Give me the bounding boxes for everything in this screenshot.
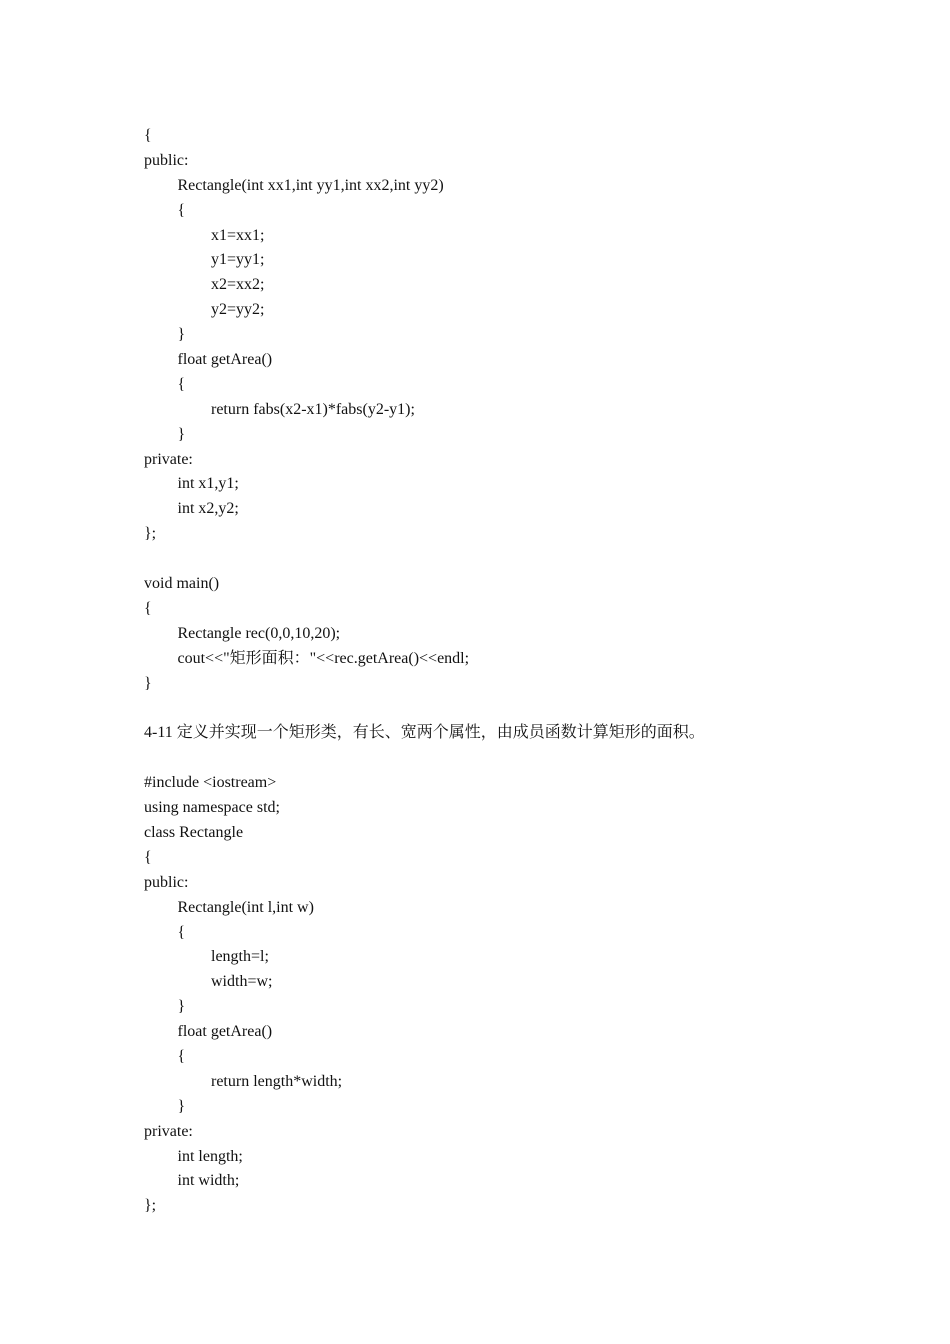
code-line: Rectangle(int xx1,int yy1,int xx2,int yy2) xyxy=(177,176,444,194)
code-line: private: xyxy=(144,1122,193,1140)
code-line: x2=xx2; xyxy=(211,276,265,294)
code-line: { xyxy=(144,599,152,617)
code-line: private: xyxy=(144,450,193,468)
code-line: float getArea() xyxy=(177,1023,273,1041)
blank-line xyxy=(144,746,904,771)
code-line: int x2,y2; xyxy=(177,500,239,518)
code-line: { xyxy=(177,1047,186,1065)
code-line: return length*width; xyxy=(211,1072,343,1090)
code-line: } xyxy=(177,1097,186,1115)
code-line: int length; xyxy=(177,1147,243,1165)
code-line: x1=xx1; xyxy=(211,226,265,244)
code-listing xyxy=(144,124,904,1219)
code-line: Rectangle rec(0,0,10,20); xyxy=(177,624,341,642)
blank-line xyxy=(144,696,904,721)
code-line: y2=yy2; xyxy=(211,301,265,319)
code-line: int width; xyxy=(177,1172,240,1190)
code-line: class Rectangle xyxy=(144,823,244,841)
code-line: { xyxy=(177,375,186,393)
code-line: { xyxy=(177,201,186,219)
code-line: }; xyxy=(144,525,157,543)
code-line: { xyxy=(177,923,186,941)
code-line: } xyxy=(177,326,186,344)
code-line: public: xyxy=(144,873,189,891)
code-line: { xyxy=(144,848,152,866)
code-line: y1=yy1; xyxy=(211,251,265,269)
code-line: int x1,y1; xyxy=(177,475,239,493)
blank-line xyxy=(144,547,904,572)
code-line: { xyxy=(144,127,152,144)
code-line: width=w; xyxy=(211,973,273,991)
code-line: public: xyxy=(144,151,189,169)
code-line: } xyxy=(144,674,152,692)
code-line: } xyxy=(177,998,186,1016)
code-line: using namespace std; xyxy=(144,799,280,817)
code-line: #include <iostream> xyxy=(144,774,277,792)
code-line: void main() xyxy=(144,575,220,593)
exercise-heading: 4-11 定义并实现一个矩形类，有长、宽两个属性，由成员函数计算矩形的面积。 xyxy=(144,724,705,742)
code-line: } xyxy=(177,425,186,443)
code-line: Rectangle(int l,int w) xyxy=(177,898,314,916)
code-line: return fabs(x2-x1)*fabs(y2-y1); xyxy=(211,400,415,418)
code-line: float getArea() xyxy=(177,351,273,369)
code-line: }; xyxy=(144,1197,157,1215)
code-line: length=l; xyxy=(211,948,269,966)
code-line: cout<<"矩形面积："<<rec.getArea()<<endl; xyxy=(177,649,470,667)
